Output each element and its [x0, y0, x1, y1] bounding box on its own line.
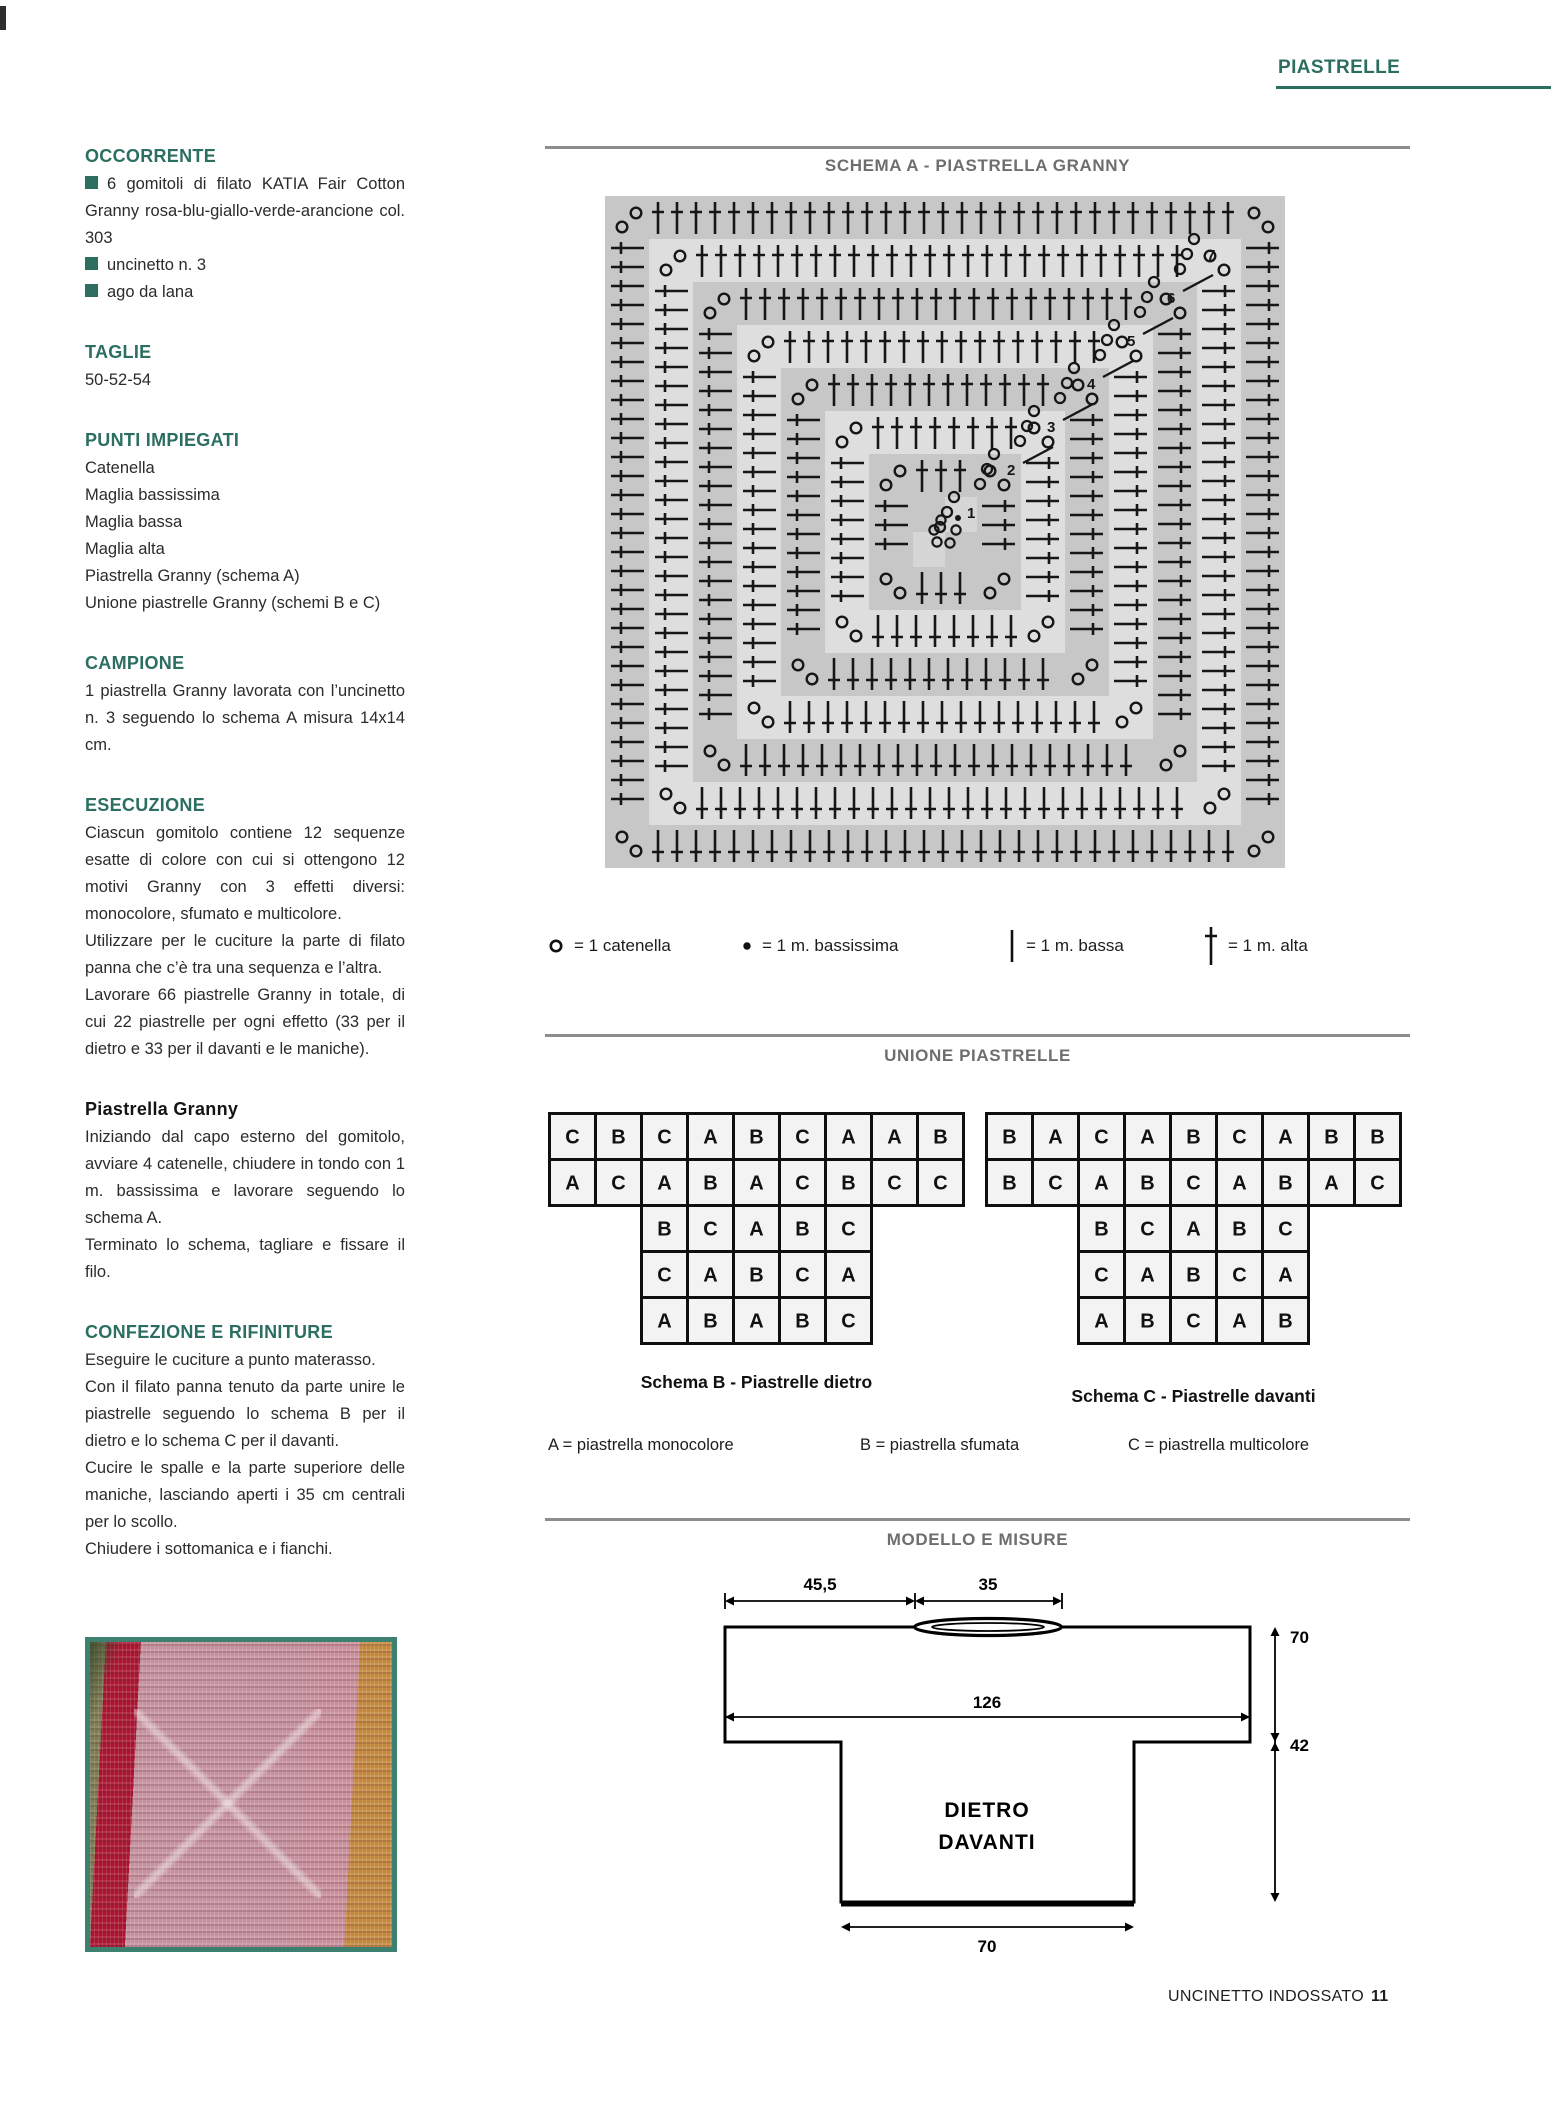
text-line: Eseguire le cuciture a punto materasso.	[85, 1351, 376, 1369]
svg-text:C: C	[565, 1126, 580, 1149]
model-title: MODELLO E MISURE	[886, 1530, 1069, 1549]
scan-artifact	[0, 6, 6, 30]
stitch-legend-label: = 1 m. bassa	[1026, 936, 1124, 955]
schema-a-chart	[605, 196, 1285, 868]
text-line: Unione piastrelle Granny (schemi B e C)	[85, 594, 381, 612]
svg-text:B: B	[1278, 1310, 1293, 1333]
schema-a-title: SCHEMA A - PIASTRELLA GRANNY	[824, 156, 1131, 175]
svg-text:A: A	[841, 1264, 856, 1287]
text-line: Maglia alta	[85, 540, 165, 558]
svg-text:B: B	[1186, 1126, 1201, 1149]
tile-type-legend-item: C = piastrella multicolore	[1128, 1436, 1310, 1454]
bullet-item: ago da lana	[85, 279, 405, 306]
text-line: 1 piastrella Granny lavorata con l’uncinetto n. 3 seguendo lo schema A misura 14x14 cm.	[85, 682, 405, 754]
section-confezione	[85, 1322, 405, 1563]
svg-text:B: B	[611, 1126, 626, 1149]
section-title: TAGLIE	[85, 342, 152, 362]
svg-text:A: A	[1278, 1126, 1293, 1149]
section-rule	[545, 1034, 1410, 1037]
catenella-icon	[547, 936, 565, 956]
svg-text:C: C	[933, 1172, 948, 1195]
svg-text:B: B	[1186, 1264, 1201, 1287]
svg-text:C: C	[887, 1172, 902, 1195]
svg-text:A: A	[565, 1172, 580, 1195]
svg-text:A: A	[1094, 1172, 1109, 1195]
bullet-item: 6 gomitoli di filato KATIA Fair Cotton Granny rosa-blu-giallo-verde-arancione col. 303	[85, 175, 405, 247]
grid-schema-b	[548, 1112, 965, 1350]
svg-text:DIETRO: DIETRO	[944, 1799, 1030, 1822]
svg-text:35: 35	[978, 1575, 998, 1594]
grid-c-caption: Schema C - Piastrelle davanti	[1071, 1386, 1316, 1406]
tile-type-legend-item: A = piastrella monocolore	[548, 1436, 734, 1454]
svg-text:C: C	[1094, 1126, 1109, 1149]
svg-text:C: C	[657, 1126, 672, 1149]
svg-text:126: 126	[972, 1693, 1002, 1712]
svg-text:45,5: 45,5	[803, 1575, 837, 1594]
svg-text:C: C	[841, 1218, 856, 1241]
footer-magazine-name: UNCINETTO INDOSSATO	[1168, 1988, 1364, 2005]
grid-c-diagram	[985, 1112, 1402, 1345]
svg-text:B: B	[795, 1310, 810, 1333]
svg-text:A: A	[749, 1172, 764, 1195]
svg-text:B: B	[933, 1126, 948, 1149]
svg-text:B: B	[749, 1264, 764, 1287]
svg-text:B: B	[795, 1218, 810, 1241]
text-line: Con il filato panna tenuto da parte unire le piastrelle seguendo lo schema B per il dietro e lo schema C per il davanti.	[85, 1378, 405, 1450]
alta-icon	[1203, 925, 1219, 967]
section-title: CONFEZIONE E RIFINITURE	[85, 1322, 333, 1342]
svg-text:A: A	[657, 1172, 672, 1195]
svg-text:C: C	[1048, 1172, 1063, 1195]
schema-a-diagram	[605, 196, 1285, 868]
svg-text:A: A	[1094, 1310, 1109, 1333]
header-rule	[1276, 86, 1551, 89]
svg-text:4: 4	[1087, 376, 1096, 393]
svg-text:5: 5	[1127, 333, 1136, 350]
svg-text:A: A	[1140, 1126, 1155, 1149]
garment-diagram	[700, 1565, 1360, 1965]
svg-text:1: 1	[967, 505, 976, 522]
svg-text:B: B	[749, 1126, 764, 1149]
svg-text:C: C	[1186, 1172, 1201, 1195]
svg-text:C: C	[1232, 1264, 1247, 1287]
stitch-legend-item	[741, 922, 899, 970]
svg-text:A: A	[703, 1126, 718, 1149]
garment-schematic	[700, 1565, 1360, 1965]
svg-text:70: 70	[1290, 1628, 1309, 1647]
union-title: UNIONE PIASTRELLE	[884, 1046, 1071, 1065]
svg-text:A: A	[1278, 1264, 1293, 1287]
svg-text:C: C	[703, 1218, 718, 1241]
svg-text:A: A	[1232, 1172, 1247, 1195]
svg-text:A: A	[749, 1218, 764, 1241]
text-line: Iniziando dal capo esterno del gomitolo, avviare 4 catenelle, chiudere in tondo con 1 m. bassissima e lavorare seguendo lo schema A.	[85, 1128, 405, 1227]
section-title: OCCORRENTE	[85, 146, 217, 166]
svg-text:C: C	[1370, 1172, 1385, 1195]
section-title: ESECUZIONE	[85, 795, 206, 815]
section-rule	[545, 146, 1410, 149]
svg-text:6: 6	[1167, 290, 1176, 307]
svg-text:2: 2	[1007, 462, 1016, 479]
section-title: PUNTI IMPIEGATI	[85, 430, 240, 450]
text-line: Lavorare 66 piastrelle Granny in totale, di cui 22 piastrelle per ogni effetto (33 per il dietro e 33 per il davanti e le maniche).	[85, 986, 405, 1058]
stitch-legend-label: = 1 m. alta	[1228, 936, 1308, 955]
instructions-column	[85, 146, 405, 1563]
svg-text:B: B	[1324, 1126, 1339, 1149]
svg-text:B: B	[1370, 1126, 1385, 1149]
svg-text:B: B	[1002, 1172, 1017, 1195]
tile-type-legend-item: B = piastrella sfumata	[860, 1436, 1020, 1454]
svg-text:C: C	[611, 1172, 626, 1195]
svg-text:B: B	[1232, 1218, 1247, 1241]
stitch-legend-label: = 1 m. bassissima	[762, 936, 899, 955]
page-header-title: PIASTRELLE	[1278, 57, 1401, 78]
section-campione	[85, 653, 405, 759]
text-line: Utilizzare per le cuciture la parte di filato panna che c’è tra una sequenza e l’altra.	[85, 932, 405, 977]
svg-text:B: B	[841, 1172, 856, 1195]
page-footer	[1168, 1988, 1388, 2006]
svg-text:A: A	[1140, 1264, 1155, 1287]
text-line: 50-52-54	[85, 371, 152, 389]
svg-text:A: A	[1048, 1126, 1063, 1149]
section-title: CAMPIONE	[85, 653, 185, 673]
svg-text:B: B	[1140, 1310, 1155, 1333]
svg-text:C: C	[795, 1172, 810, 1195]
svg-text:DAVANTI: DAVANTI	[938, 1831, 1036, 1854]
stitch-legend-item	[1203, 922, 1308, 970]
section-occorrente	[85, 146, 405, 306]
svg-text:7: 7	[1207, 247, 1216, 264]
svg-text:A: A	[887, 1126, 902, 1149]
svg-text:C: C	[841, 1310, 856, 1333]
grid-b-caption: Schema B - Piastrelle dietro	[640, 1372, 873, 1392]
square-bullet-icon	[85, 284, 98, 297]
text-line: Chiudere i sottomanica e i fianchi.	[85, 1540, 333, 1558]
bassa-icon	[1007, 928, 1017, 964]
svg-text:A: A	[1232, 1310, 1247, 1333]
svg-text:C: C	[795, 1264, 810, 1287]
square-bullet-icon	[85, 257, 98, 270]
text-line: Ciascun gomitolo contiene 12 sequenze esatte di colore con cui si ottengono 12 motivi Granny con 3 effetti diversi: monocolore, sfumato e multicolore.	[85, 824, 405, 923]
section-rule	[545, 1518, 1410, 1521]
svg-text:70: 70	[977, 1937, 997, 1956]
svg-text:B: B	[1140, 1172, 1155, 1195]
svg-text:C: C	[657, 1264, 672, 1287]
stitch-legend-item	[547, 922, 671, 970]
svg-text:B: B	[657, 1218, 672, 1241]
svg-text:A: A	[749, 1310, 764, 1333]
svg-text:A: A	[1324, 1172, 1339, 1195]
bassissima-icon	[741, 939, 753, 953]
svg-text:C: C	[1140, 1218, 1155, 1241]
bullet-item: uncinetto n. 3	[85, 252, 405, 279]
stitch-legend	[545, 922, 1415, 970]
stitch-legend-label: = 1 catenella	[574, 936, 671, 955]
text-line: Maglia bassissima	[85, 486, 220, 504]
section-piastrella-granny	[85, 1099, 405, 1286]
svg-text:C: C	[795, 1126, 810, 1149]
svg-text:A: A	[841, 1126, 856, 1149]
svg-text:B: B	[703, 1172, 718, 1195]
svg-text:3: 3	[1047, 419, 1056, 436]
svg-text:B: B	[703, 1310, 718, 1333]
text-line: Cucire le spalle e la parte superiore delle maniche, lasciando aperti i 35 cm centrali per lo scollo.	[85, 1459, 405, 1531]
text-line: Piastrella Granny (schema A)	[85, 567, 300, 585]
svg-text:B: B	[1278, 1172, 1293, 1195]
svg-text:B: B	[1002, 1126, 1017, 1149]
text-line: Terminato lo schema, tagliare e fissare il filo.	[85, 1236, 405, 1281]
section-esecuzione	[85, 795, 405, 1063]
section-title: Piastrella Granny	[85, 1099, 239, 1119]
grid-schema-c	[985, 1112, 1402, 1350]
section-taglie	[85, 342, 405, 394]
svg-text:B: B	[1094, 1218, 1109, 1241]
footer-page-number: 11	[1370, 1988, 1389, 2005]
grid-b-diagram	[548, 1112, 965, 1345]
text-line: Maglia bassa	[85, 513, 183, 531]
section-punti-impiegati	[85, 430, 405, 617]
svg-text:A: A	[657, 1310, 672, 1333]
svg-text:C: C	[1232, 1126, 1247, 1149]
svg-text:A: A	[703, 1264, 718, 1287]
svg-text:C: C	[1094, 1264, 1109, 1287]
svg-text:A: A	[1186, 1218, 1201, 1241]
tile-type-legend	[548, 1436, 1428, 1455]
svg-text:C: C	[1278, 1218, 1293, 1241]
text-line: Catenella	[85, 459, 155, 477]
stitch-legend-item	[1007, 922, 1124, 970]
svg-text:42: 42	[1290, 1736, 1309, 1755]
crochet-photo	[85, 1637, 397, 1952]
square-bullet-icon	[85, 176, 98, 189]
svg-text:C: C	[1186, 1310, 1201, 1333]
